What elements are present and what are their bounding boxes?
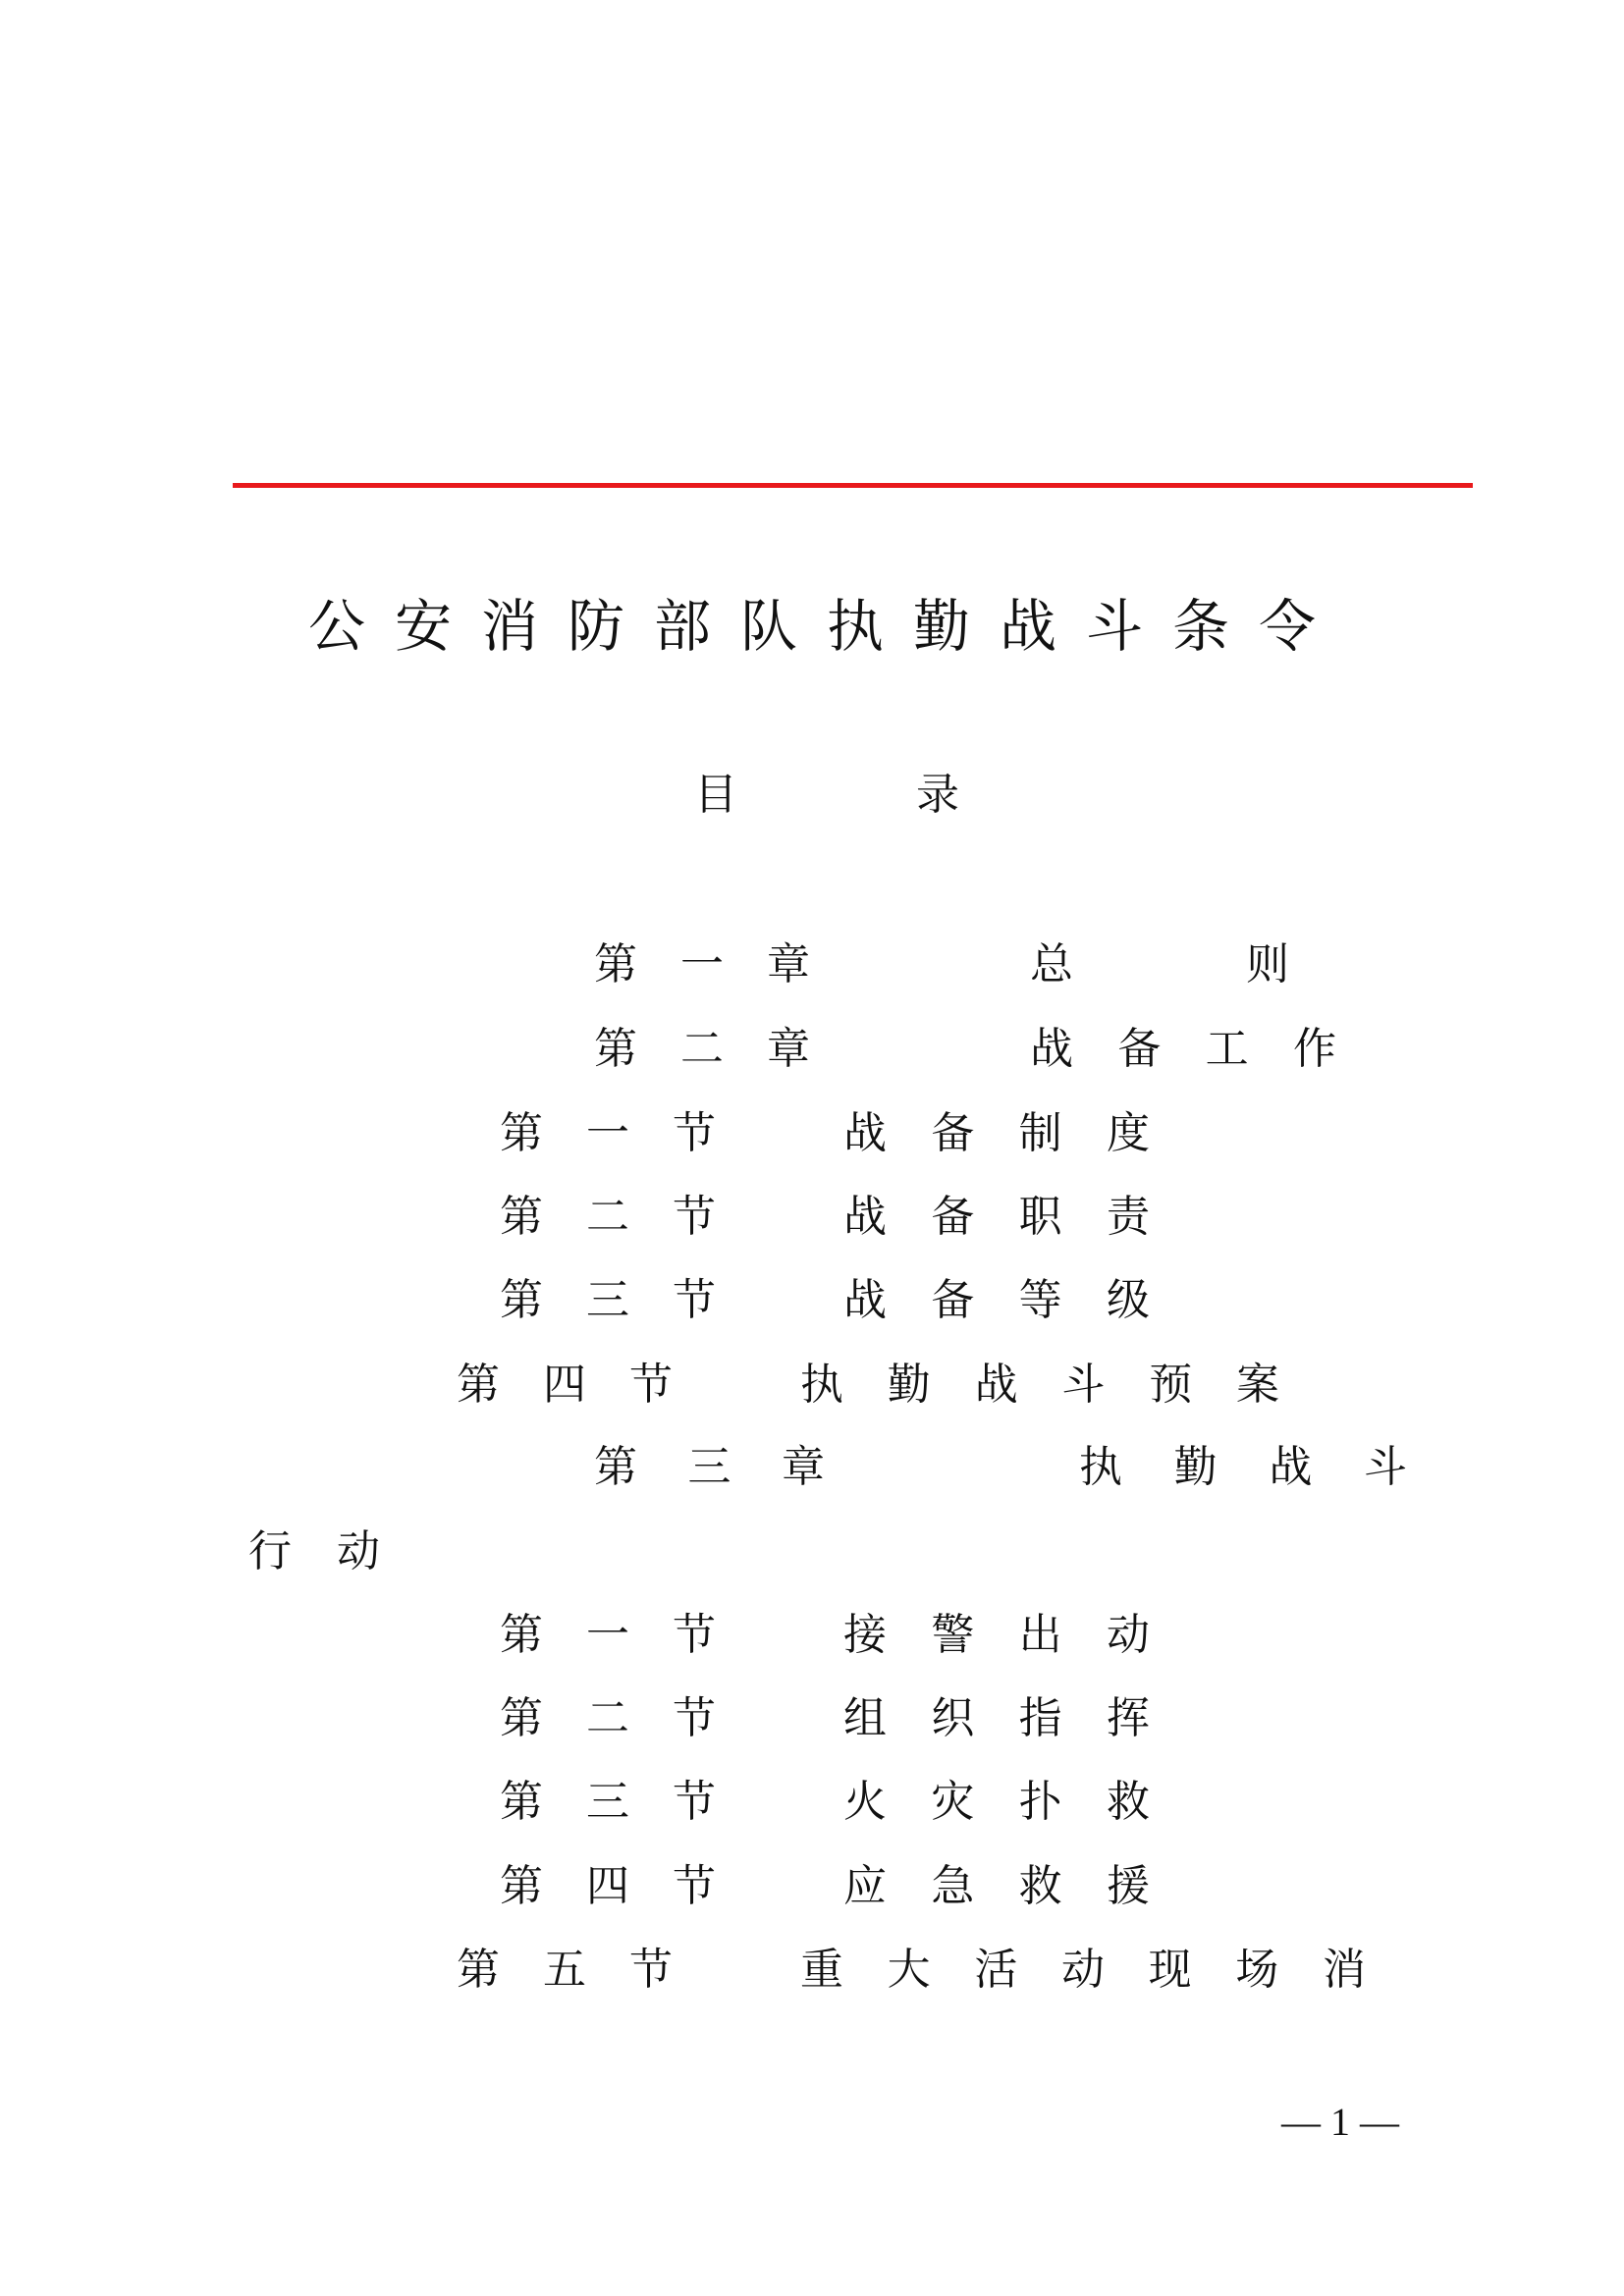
toc-entry-chapter-2[interactable] [594, 1022, 1336, 1077]
toc-entry-chapter-3-continuation [248, 1524, 380, 1579]
toc-entry-title: 战 备 等 级 [843, 1275, 1150, 1325]
toc-entry-section-2-4[interactable] [457, 1358, 1279, 1413]
document-title: 公安消防部队执勤战斗条令 [307, 593, 1345, 660]
toc-entry-number: 第 一 节 [500, 1108, 716, 1158]
toc-entry-section-3-2[interactable] [500, 1691, 1150, 1746]
toc-entry-title: 火 灾 扑 救 [843, 1777, 1150, 1827]
toc-entry-title: 执 勤 战 斗 预 案 [800, 1360, 1279, 1410]
toc-entry-section-3-3[interactable] [500, 1775, 1150, 1830]
toc-entry-title: 组 织 指 挥 [843, 1693, 1150, 1743]
toc-entry-title: 应 急 救 援 [843, 1861, 1150, 1911]
toc-entry-number: 第 二 章 [594, 1024, 810, 1074]
page-number: — 1 — [1281, 2100, 1399, 2144]
toc-entry-chapter-3[interactable] [594, 1440, 1407, 1495]
toc-entry-title: 接 警 出 动 [843, 1610, 1150, 1660]
toc-entry-number: 第 一 章 [594, 939, 810, 989]
toc-heading-right: 录 [916, 770, 959, 820]
toc-entry-number: 第 三 节 [500, 1777, 716, 1827]
toc-entry-section-3-5[interactable] [457, 1943, 1366, 1998]
toc-entry-section-2-1[interactable] [500, 1106, 1150, 1161]
toc-entry-title: 重 大 活 动 现 场 消 [800, 1945, 1366, 1995]
toc-entry-chapter-1[interactable] [594, 937, 1289, 992]
toc-heading [694, 768, 959, 823]
toc-entry-section-2-3[interactable] [500, 1273, 1150, 1328]
toc-entry-section-2-2[interactable] [500, 1190, 1150, 1245]
toc-heading-left: 目 [694, 770, 737, 820]
toc-entry-number: 第 三 节 [500, 1275, 716, 1325]
toc-entry-number: 第 二 节 [500, 1192, 716, 1242]
toc-entry-number: 第 五 节 [457, 1945, 673, 1995]
toc-entry-title: 战 备 工 作 [1030, 1024, 1336, 1074]
toc-entry-section-3-1[interactable] [500, 1608, 1150, 1663]
toc-entry-number: 第 四 节 [457, 1360, 673, 1410]
toc-entry-number: 第 二 节 [500, 1693, 716, 1743]
toc-entry-title: 战 备 职 责 [843, 1192, 1150, 1242]
toc-entry-number: 第 三 章 [594, 1442, 825, 1492]
toc-entry-title: 总 则 [1030, 939, 1289, 989]
toc-entry-title: 执 勤 战 斗 [1079, 1442, 1407, 1492]
toc-entry-number: 第 一 节 [500, 1610, 716, 1660]
toc-entry-title-wrap: 行 动 [248, 1526, 380, 1576]
toc-entry-section-3-4[interactable] [500, 1859, 1150, 1914]
toc-entry-number: 第 四 节 [500, 1861, 716, 1911]
toc-entry-title: 战 备 制 度 [843, 1108, 1150, 1158]
red-header-rule [233, 483, 1473, 488]
